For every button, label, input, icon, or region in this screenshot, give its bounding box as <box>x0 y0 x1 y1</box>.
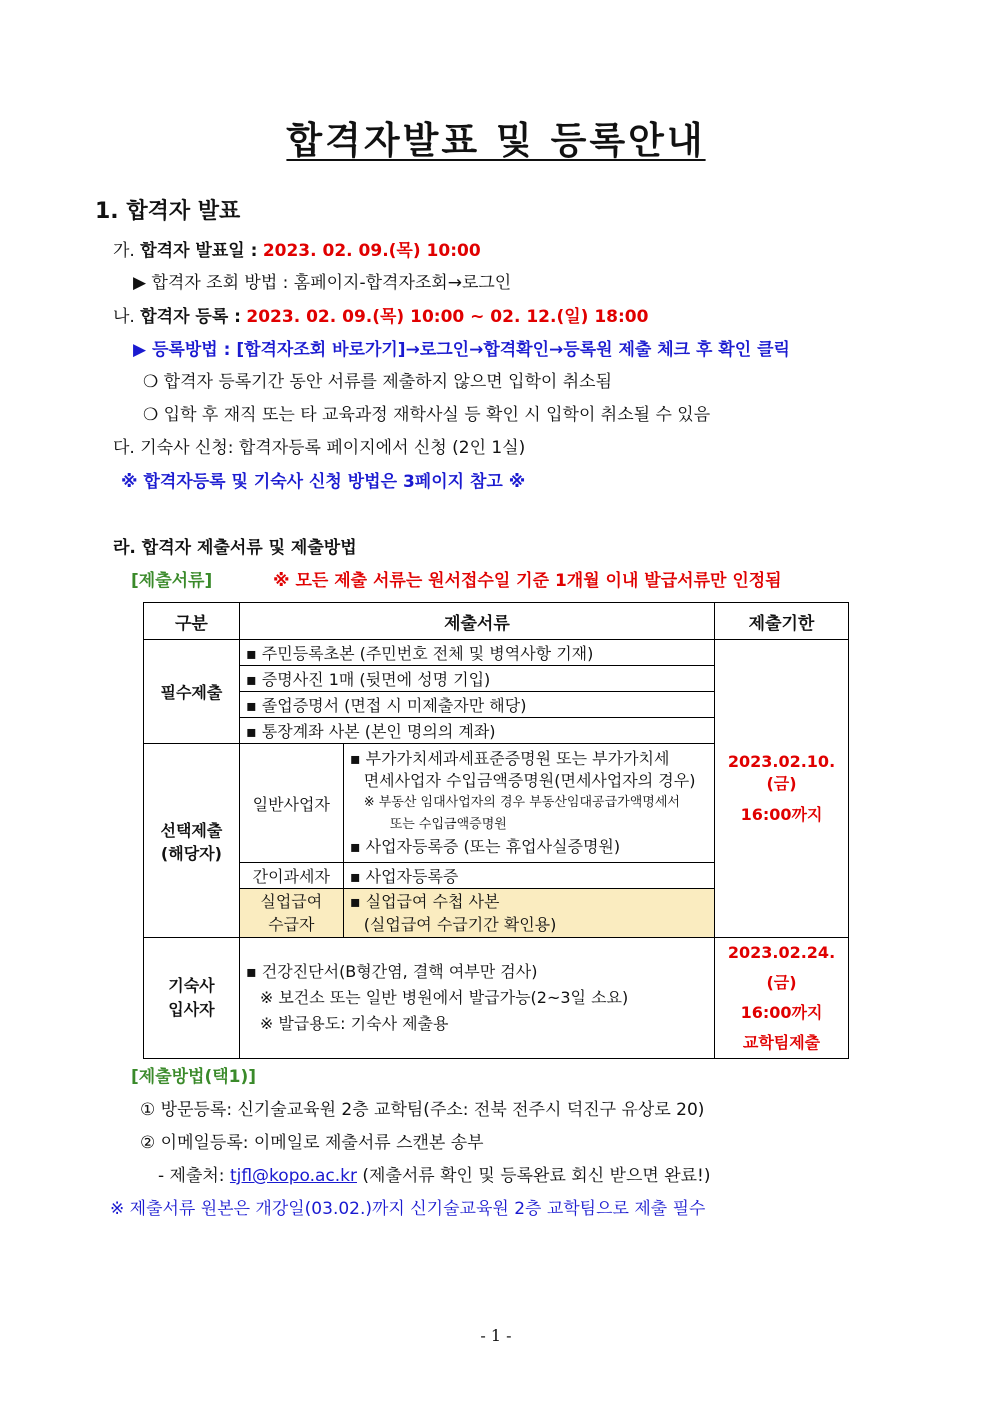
doc-line: ▪ 부가가치세과세표준증명원 또는 부가가치세 <box>349 749 670 768</box>
announcement-date-line <box>113 236 481 261</box>
unemployment-docs <box>343 889 714 938</box>
optional-label-line: 선택제출 <box>160 820 223 840</box>
label-line: 입사자 <box>168 1000 215 1019</box>
required-label: 필수제출 <box>144 640 240 744</box>
email-to-label: - 제출처: <box>158 1166 225 1186</box>
email-link[interactable]: tjfl@kopo.ac.kr <box>229 1166 357 1186</box>
required-item: ▪ 통장계좌 사본 (본인 명의의 계좌) <box>239 718 714 744</box>
final-note: ※ 제출서류 원본은 개강일(03.02.)까지 신기술교육원 2층 교학팀으로 제출 필수 <box>110 1199 706 1219</box>
method-label: [제출방법(택1)] <box>131 1067 257 1087</box>
email-method: ② 이메일등록: 이메일로 제출서류 스캔본 송부 <box>140 1133 484 1153</box>
email-destination <box>158 1161 711 1186</box>
table-header: 구분 <box>144 603 240 640</box>
doc-note: ※ 부동산 임대사업자의 경우 부동산임대공급가액명세서 <box>363 795 680 810</box>
registration-period: 2023. 02. 09.(목) 10:00 ~ 02. 12.(일) 18:00 <box>246 307 649 327</box>
unemployment-label <box>239 889 343 938</box>
documents-heading: 라. 합격자 제출서류 및 제출방법 <box>113 538 357 558</box>
documents-table <box>143 602 849 1059</box>
general-business-label: 일반사업자 <box>239 744 343 863</box>
label-line: 실업급여 <box>260 892 323 911</box>
item-prefix: 나. <box>113 307 135 327</box>
dorm-docs <box>239 938 714 1059</box>
visit-method: ① 방문등록: 신기술교육원 2층 교학팀(주소: 전북 전주시 덕진구 유상로 20) <box>140 1100 705 1120</box>
announcement-date: 2023. 02. 09.(목) 10:00 <box>262 241 481 261</box>
general-business-docs <box>343 744 714 863</box>
table-header: 제출서류 <box>239 603 714 640</box>
doc-line: ▪ 실업급여 수첩 사본 <box>349 892 500 911</box>
dorm-deadline-cell <box>715 938 849 1059</box>
announcement-label: 합격자 발표일 : <box>140 241 258 261</box>
dormitory-note: ※ 합격자등록 및 기숙사 신청 방법은 3페이지 참고 ※ <box>121 472 526 492</box>
deadline-destination: 교학팀제출 <box>742 1033 821 1052</box>
label-line: 수급자 <box>268 915 315 934</box>
email-to-note: (제출서류 확인 및 등록완료 회신 받으면 완료!) <box>362 1166 711 1186</box>
deadline-time: 16:00까지 <box>740 805 823 824</box>
doc-line: ▪ 사업자등록증 (또는 휴업사실증명원) <box>349 837 621 856</box>
section-heading: 1. 합격자 발표 <box>95 199 241 224</box>
deadline-date: 2023.02.24.(금) <box>727 943 836 992</box>
required-item: ▪ 졸업증명서 (면접 시 미제출자만 해당) <box>239 692 714 718</box>
registration-note-1: ❍ 합격자 등록기간 동안 서류를 제출하지 않으면 입학이 취소됨 <box>143 372 613 392</box>
doc-line: (실업급여 수급기간 확인용) <box>363 915 557 934</box>
dorm-label <box>144 938 240 1059</box>
deadline-date: 2023.02.10.(금) <box>727 752 836 793</box>
registration-period-line <box>113 302 648 327</box>
page-title: 합격자발표 및 등록안내 <box>286 119 706 162</box>
dormitory-line: 다. 기숙사 신청: 합격자등록 페이지에서 신청 (2인 1실) <box>113 438 526 458</box>
page-number: - 1 - <box>480 1326 512 1345</box>
doc-line: ▪ 건강진단서(B형간염, 결핵 여부만 검사) <box>245 962 538 981</box>
doc-line: 면세사업자 수입금액증명원(면세사업자의 경우) <box>363 771 696 790</box>
simple-business-docs: ▪ 사업자등록증 <box>343 863 714 889</box>
table-header: 제출기한 <box>715 603 849 640</box>
required-item: ▪ 주민등록초본 (주민번호 전체 및 병역사항 기재) <box>239 640 714 666</box>
required-item: ▪ 증명사진 1매 (뒷면에 성명 기입) <box>239 666 714 692</box>
doc-note: 또는 수입금액증명원 <box>389 817 507 832</box>
lookup-method: ▶ 합격자 조회 방법 : 홈페이지-합격자조회→로그인 <box>133 273 512 293</box>
registration-label: 합격자 등록 : <box>140 307 241 327</box>
deadline-cell <box>715 640 849 938</box>
documents-notice: ※ 모든 제출 서류는 원서접수일 기준 1개월 이내 발급서류만 인정됨 <box>273 571 782 591</box>
item-prefix: 가. <box>113 241 135 261</box>
doc-line: ※ 보건소 또는 일반 병원에서 발급가능(2~3일 소요) <box>259 988 629 1007</box>
deadline-time: 16:00까지 <box>740 1003 823 1022</box>
registration-note-2: ❍ 입학 후 재직 또는 타 교육과정 재학사실 등 확인 시 입학이 취소될 수 있음 <box>143 405 711 425</box>
doc-line: ※ 발급용도: 기숙사 제출용 <box>259 1014 449 1033</box>
registration-method: ▶ 등록방법 : [합격자조회 바로가기]→로그인→합격확인→등록원 제출 체크 후 확인 클릭 <box>133 340 790 360</box>
optional-label-line: (해당자) <box>160 843 222 863</box>
label-line: 기숙사 <box>168 976 215 995</box>
simple-business-label: 간이과세자 <box>239 863 343 889</box>
optional-label <box>144 744 240 938</box>
documents-label: [제출서류] <box>131 571 213 591</box>
